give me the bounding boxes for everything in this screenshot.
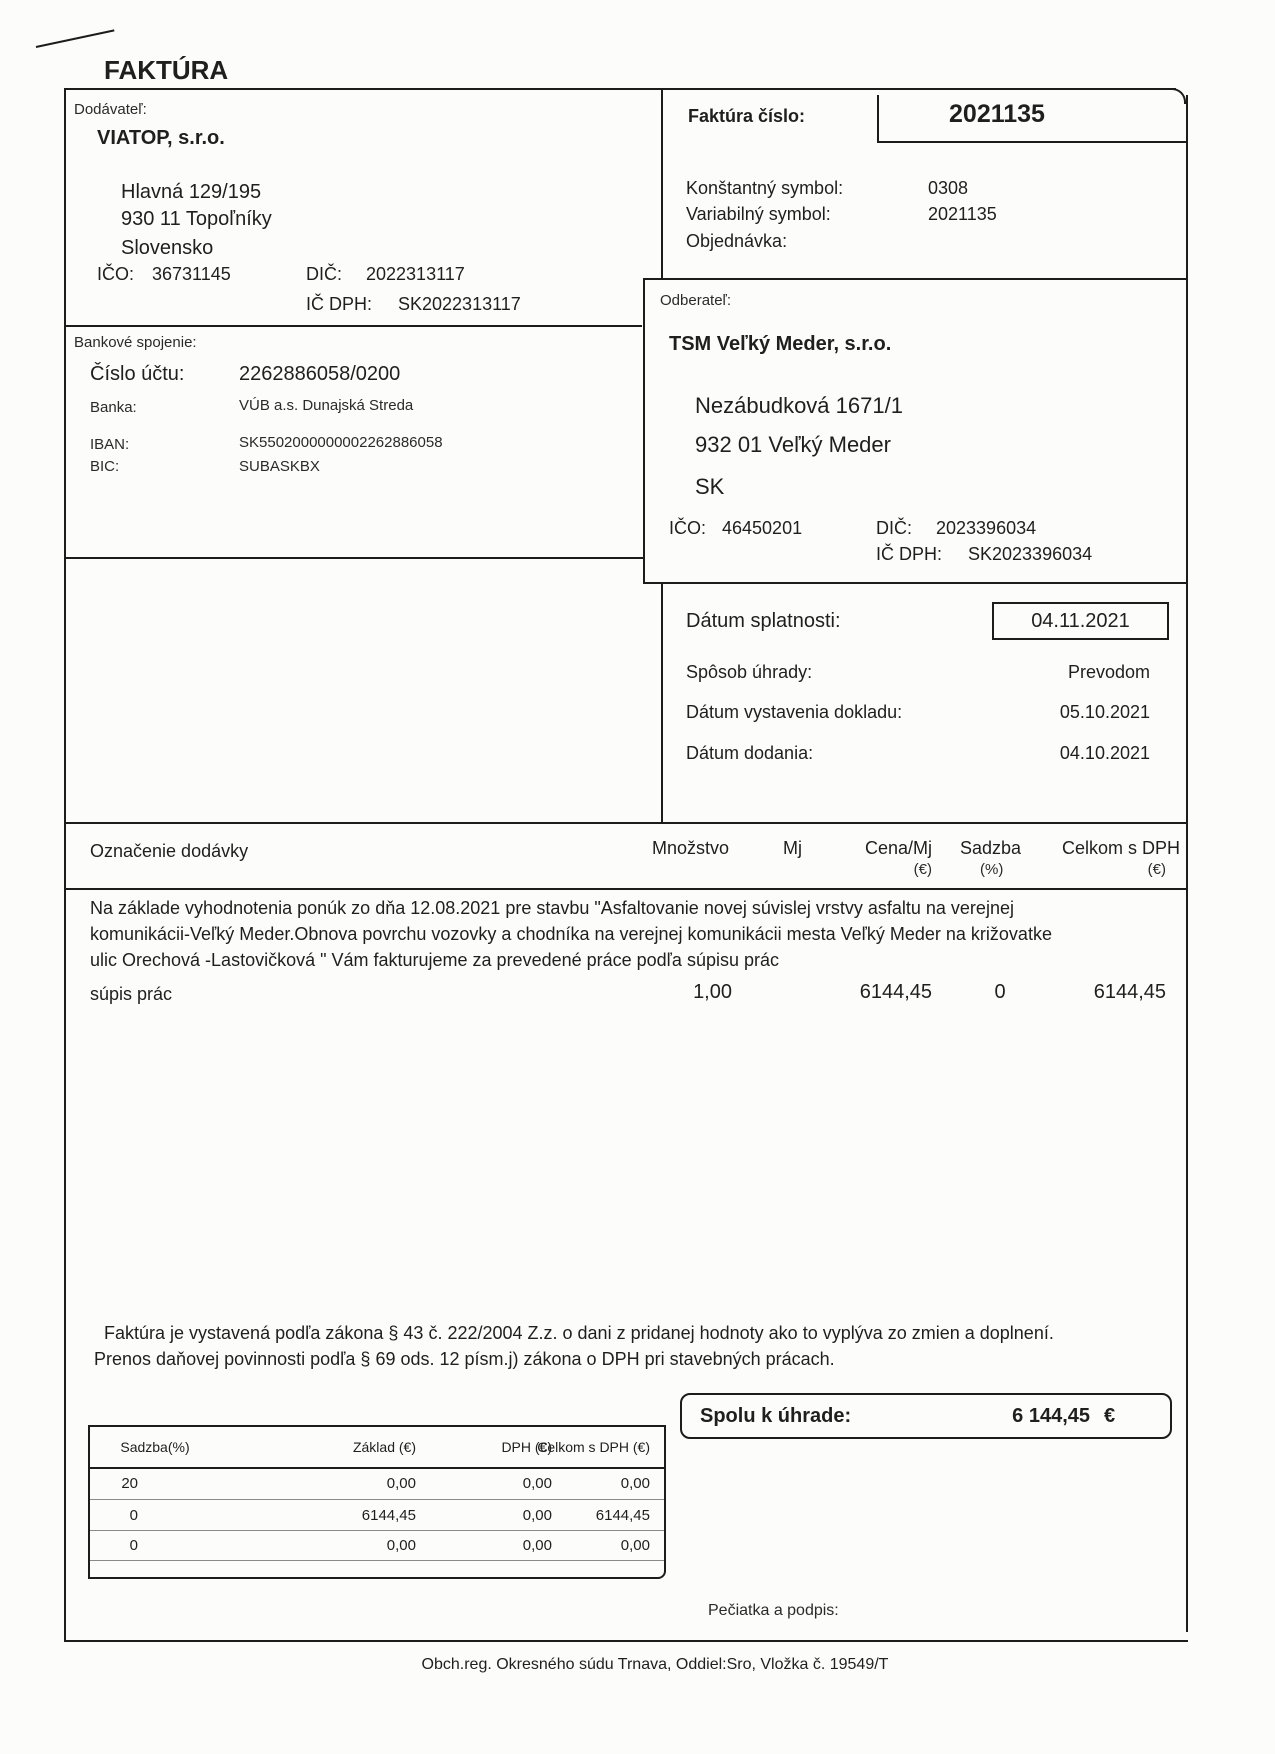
vat-row-vat: 0,00 [522, 1507, 552, 1524]
var-symbol: 2021135 [928, 204, 997, 224]
vat-row-divider [90, 1530, 664, 1531]
delivery-date-label: Dátum dodania: [686, 743, 814, 763]
const-symbol-label: Konštantný symbol: [686, 178, 844, 198]
delivery-date: 04.10.2021 [1059, 743, 1150, 763]
vat-row-divider [90, 1499, 664, 1500]
supplier-icdph-label: IČ DPH: [306, 294, 373, 314]
middle-divider-bottom [661, 582, 663, 822]
items-col-unit: Mj [783, 838, 802, 858]
bank-name: VÚB a.s. Dunajská Streda [239, 397, 414, 414]
vat-header-rate: Sadzba(%) [120, 1439, 190, 1455]
supplier-icdph: SK2022313117 [398, 294, 521, 314]
due-date: 04.11.2021 [1031, 610, 1130, 632]
customer-street: Nezábudková 1671/1 [695, 393, 903, 418]
supplier-bank-divider [64, 325, 642, 327]
vat-row-vat: 0,00 [522, 1537, 552, 1554]
bank-bottom-divider [64, 557, 644, 559]
item-name: súpis prác [90, 984, 173, 1004]
vat-header-total: Celkom s DPH (€) [537, 1439, 650, 1455]
supplier-street: Hlavná 129/195 [121, 181, 262, 203]
bank-account-label: Číslo účtu: [90, 363, 185, 385]
footer-registration: Obch.reg. Okresného súdu Trnava, Oddiel:Sro, Vložka č. 19549/T [421, 1656, 889, 1673]
payment-method-label: Spôsob úhrady: [686, 662, 813, 682]
item-description-line: Na základe vyhodnotenia ponúk zo dňa 12.08.2021 pre stavbu "Asfaltovanie novej súvislej vrstvy asfaltu na verejnej [90, 898, 1014, 918]
item-description-line: ulic Orechová -Lastovičková " Vám fakturujeme za prevedené práce podľa súpisu prác [90, 950, 779, 970]
middle-divider-top [661, 88, 663, 278]
outer-frame-top [64, 88, 1176, 90]
invoice-number-box-bottom [877, 141, 1187, 143]
customer-label: Odberateľ: [660, 292, 732, 309]
stamp-signature-label: Pečiatka a podpis: [708, 1602, 839, 1619]
bank-iban-label: IBAN: [90, 436, 130, 453]
item-total: 6144,45 [1093, 981, 1166, 1003]
var-symbol-label: Variabilný symbol: [686, 204, 831, 224]
items-col-qty: Množstvo [652, 838, 730, 858]
item-rate: 0 [994, 981, 1006, 1003]
bank-name-label: Banka: [90, 399, 137, 416]
title-underline-stroke [36, 29, 115, 48]
items-col-price: Cena/Mj [864, 838, 932, 858]
vat-row-total: 0,00 [620, 1475, 650, 1492]
outer-frame-top-right-corner [1170, 88, 1186, 104]
document-title: FAKTÚRA [104, 55, 229, 85]
supplier-city: 930 11 Topoľníky [121, 208, 272, 230]
supplier-dic: 2022313117 [366, 264, 465, 284]
item-qty: 1,00 [693, 981, 732, 1003]
vat-header-divider [90, 1467, 664, 1469]
const-symbol: 0308 [928, 178, 969, 198]
vat-header-base: Základ (€) [352, 1439, 416, 1455]
invoice-number: 2021135 [949, 100, 1045, 128]
item-price: 6144,45 [859, 981, 932, 1003]
vat-row-base: 6144,45 [361, 1507, 416, 1524]
supplier-ico: 36731145 [152, 264, 231, 284]
payment-method: Prevodom [1067, 662, 1150, 682]
vat-row-rate: 0 [129, 1507, 138, 1524]
customer-ico-label: IČO: [669, 518, 707, 538]
vat-row-base: 0,00 [386, 1475, 416, 1492]
outer-frame-left [64, 88, 66, 1640]
items-header-bottom-line [64, 888, 1188, 890]
total-value: 6 144,45 [1012, 1405, 1090, 1427]
customer-dic: 2023396034 [936, 518, 1037, 538]
items-col-price-unit: (€) [913, 861, 932, 878]
vat-row-rate: 0 [129, 1537, 138, 1554]
supplier-name: VIATOP, s.r.o. [97, 127, 225, 149]
items-col-rate-unit: (%) [980, 861, 1004, 878]
vat-row-rate: 20 [121, 1475, 138, 1492]
items-col-desc: Označenie dodávky [90, 841, 249, 861]
vat-row-base: 0,00 [386, 1537, 416, 1554]
legal-note: Faktúra je vystavená podľa zákona § 43 č. 222/2004 Z.z. o dani z pridanej hodnoty ako to vyplýva zo zmien a doplnení. [104, 1323, 1054, 1343]
bank-label: Bankové spojenie: [74, 334, 197, 351]
item-description-line: komunikácii-Veľký Meder.Obnova povrchu vozovky a chodníka na verejnej komunikácii mesta Veľký Meder na križovatke [90, 924, 1052, 944]
invoice-number-box-left [877, 95, 879, 143]
vat-row-vat: 0,00 [522, 1475, 552, 1492]
customer-name: TSM Veľký Meder, s.r.o. [669, 333, 892, 355]
total-currency: € [1104, 1405, 1116, 1427]
customer-ico: 46450201 [722, 518, 803, 538]
items-header-top-line [64, 822, 1188, 824]
items-col-rate: Sadzba [960, 838, 1022, 858]
customer-icdph-label: IČ DPH: [876, 544, 943, 564]
customer-dic-label: DIČ: [876, 518, 912, 538]
supplier-country: Slovensko [121, 237, 214, 259]
items-col-total-unit: (€) [1147, 861, 1166, 878]
invoice-number-label: Faktúra číslo: [688, 106, 806, 126]
bank-account: 2262886058/0200 [239, 363, 401, 385]
due-date-label: Dátum splatnosti: [686, 610, 841, 632]
bank-bic: SUBASKBX [239, 458, 320, 475]
customer-city: 932 01 Veľký Meder [695, 432, 891, 457]
total-label: Spolu k úhrade: [700, 1405, 852, 1427]
items-col-total: Celkom s DPH [1061, 838, 1180, 858]
bank-iban: SK5502000000002262886058 [239, 434, 443, 451]
vat-table [88, 1425, 666, 1579]
customer-icdph: SK2023396034 [968, 544, 1093, 564]
supplier-dic-label: DIČ: [306, 264, 342, 284]
supplier-label: Dodávateľ: [74, 101, 147, 118]
vat-row-total: 0,00 [620, 1537, 650, 1554]
issue-date: 05.10.2021 [1059, 702, 1150, 722]
vat-header-vat: DPH (€) [501, 1439, 552, 1455]
issue-date-label: Dátum vystavenia dokladu: [686, 702, 903, 722]
order-label: Objednávka: [686, 231, 788, 251]
supplier-ico-label: IČO: [97, 264, 135, 284]
legal-note: Prenos daňovej povinnosti podľa § 69 ods. 12 písm.j) zákona o DPH pri stavebných prácach. [94, 1349, 835, 1369]
vat-row-divider [90, 1560, 664, 1561]
customer-country: SK [695, 474, 725, 499]
bank-bic-label: BIC: [90, 458, 120, 475]
outer-frame-bottom [64, 1640, 1188, 1642]
vat-row-total: 6144,45 [595, 1507, 650, 1524]
